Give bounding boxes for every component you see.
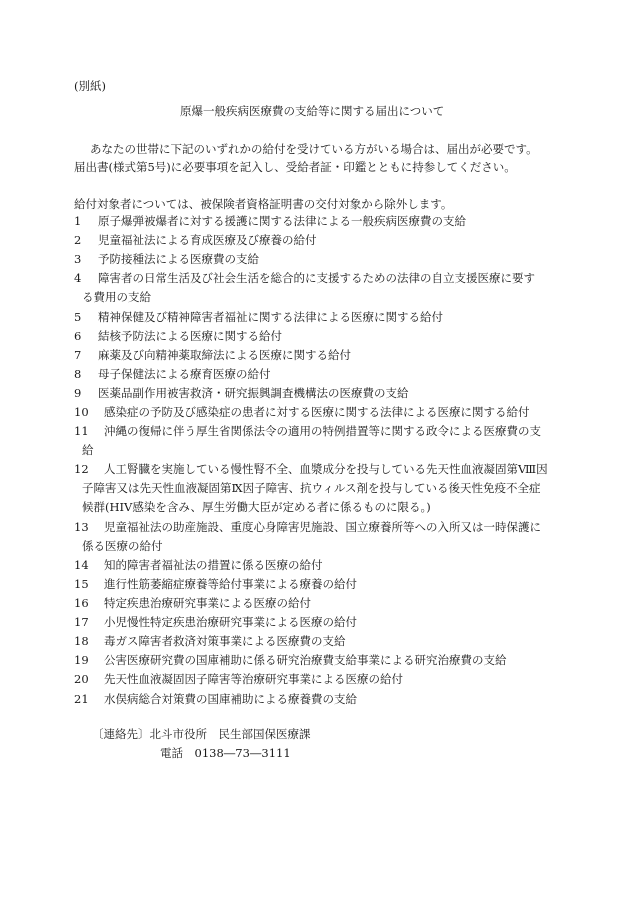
benefit-item-text: 進行性筋萎縮症療養等給付事業による療養の給付: [104, 576, 357, 591]
benefit-item-number: 1: [74, 214, 82, 228]
benefit-item-number: 19: [74, 653, 89, 668]
benefit-item: [74, 461, 594, 515]
benefit-item-number: 13: [74, 519, 89, 534]
benefit-item-text: 水俣病総合対策費の国庫補助による療養費の支給: [104, 691, 357, 706]
benefit-item-number: 16: [74, 596, 89, 610]
benefit-item: [74, 251, 594, 268]
benefit-item-continuation: 係る医療の給付: [82, 538, 163, 553]
benefit-item-number: 7: [74, 347, 82, 362]
benefit-item-text: 障害者の日常生活及び社会生活を総合的に支援するための法律の自立支援医療に要す: [98, 271, 535, 286]
benefit-item-text: 精神保健及び精神障害者福祉に関する法律による医療に関する給付: [98, 309, 443, 324]
benefit-item-text: 公害医療研究費の国庫補助に係る研究治療費支給事業による研究治療費の支給: [104, 653, 507, 668]
benefit-item-number: 21: [74, 691, 89, 706]
benefit-item-text: 母子保健法による療育医療の給付: [98, 366, 271, 381]
benefit-item-number: 2: [74, 233, 82, 248]
benefit-item: [74, 270, 594, 305]
benefit-item: [74, 557, 594, 574]
benefit-item: [74, 347, 594, 364]
benefit-item-text: 児童福祉法の助産施設、重度心身障害児施設、国立療養所等への入所又は一時保護に: [104, 519, 541, 534]
benefit-item: [74, 213, 594, 230]
benefit-item-number: 5: [74, 309, 82, 324]
benefit-item: [74, 595, 594, 612]
contact-phone: 電話 0138―73―3111: [160, 746, 291, 760]
benefit-item-number: 12: [74, 462, 89, 477]
benefit-item-number: 3: [74, 252, 82, 267]
benefit-item-text: 予防接種法による医療費の支給: [98, 252, 259, 267]
intro-line-2: 届出書(様式第5号)に必要事項を記入し、受給者証・印鑑とともに持参してください。: [74, 160, 516, 174]
benefit-item-continuation: る費用の支給: [82, 290, 151, 305]
benefit-item: [74, 576, 594, 593]
benefit-item-text: 児童福祉法による育成医療及び療養の給付: [98, 233, 317, 248]
benefit-item-text: 人工腎臓を実施している慢性腎不全、血漿成分を投与している先天性血液凝固第Ⅷ因: [104, 462, 548, 477]
benefit-item-text: 知的障害者福祉法の措置に係る医療の給付: [104, 557, 323, 572]
benefit-item-text: 医薬品副作用被害救済・研究振興調査機構法の医療費の支給: [98, 385, 409, 400]
benefit-item-number: 4: [74, 271, 82, 286]
benefit-item-text: 麻薬及び向精神薬取締法による医療に関する給付: [98, 347, 351, 362]
benefit-item: [74, 366, 594, 383]
benefit-item: [74, 691, 594, 708]
benefit-item: [74, 309, 594, 326]
benefit-item-number: 6: [74, 328, 82, 343]
benefit-item-continuation: 子障害又は先天性血液凝固第Ⅸ因子障害、抗ウィルス剤を投与している後天性免疫不全症: [82, 481, 541, 496]
benefit-item-text: 沖縄の復帰に伴う厚生省関係法令の適用の特例措置等に関する政令による医療費の支: [104, 424, 541, 439]
document-title: 原爆一般疾病医療費の支給等に関する届出について: [180, 104, 445, 118]
benefit-item-number: 15: [74, 576, 89, 591]
benefit-item: [74, 404, 594, 421]
benefit-item-continuation: 候群(HIV感染を含み、厚生労働大臣が定める者に係るものに限る。): [82, 500, 431, 515]
benefit-item: [74, 385, 594, 402]
benefit-item: [74, 328, 594, 345]
benefit-item-number: 9: [74, 385, 82, 400]
benefit-item: [74, 519, 594, 553]
benefit-item-text: 感染症の予防及び感染症の患者に対する医療に関する法律による医療に関する給付: [104, 405, 530, 419]
benefit-item-text: 先天性血液凝固因子障害等治療研究事業による医療の給付: [104, 672, 403, 687]
benefit-item: [74, 633, 594, 650]
benefit-item-number: 20: [74, 672, 89, 687]
benefit-item-number: 17: [74, 615, 89, 630]
annex-label: (別紙): [74, 79, 106, 93]
benefit-item-text: 小児慢性特定疾患治療研究事業による医療の給付: [104, 615, 357, 630]
intro-line-1: あなたの世帯に下記のいずれかの給付を受けている方がいる場合は、届出が必要です。: [90, 142, 538, 156]
benefit-item: [74, 671, 594, 688]
benefit-item-number: 14: [74, 557, 89, 572]
benefit-item: [74, 423, 594, 458]
benefit-item-text: 原子爆弾被爆者に対する援護に関する法律による一般疾病医療費の支給: [98, 214, 466, 228]
benefit-item-number: 18: [74, 634, 89, 649]
benefit-item: [74, 614, 594, 631]
benefit-item-text: 毒ガス障害者救済対策事業による医療費の支給: [104, 634, 346, 649]
exclusion-note: 給付対象者については、被保険者資格証明書の交付対象から除外します。: [74, 197, 453, 211]
benefit-item-continuation: 給: [82, 443, 94, 458]
benefit-item: [74, 652, 594, 669]
benefit-item-text: 結核予防法による医療に関する給付: [98, 328, 282, 343]
benefit-item-number: 11: [74, 424, 89, 439]
benefit-item-number: 10: [74, 405, 89, 419]
benefit-item-text: 特定疾患治療研究事業による医療の給付: [104, 596, 311, 610]
benefit-item: [74, 232, 594, 249]
contact-office: 〔連絡先〕北斗市役所 民生部国保医療課: [92, 727, 311, 741]
benefit-item-number: 8: [74, 366, 82, 381]
